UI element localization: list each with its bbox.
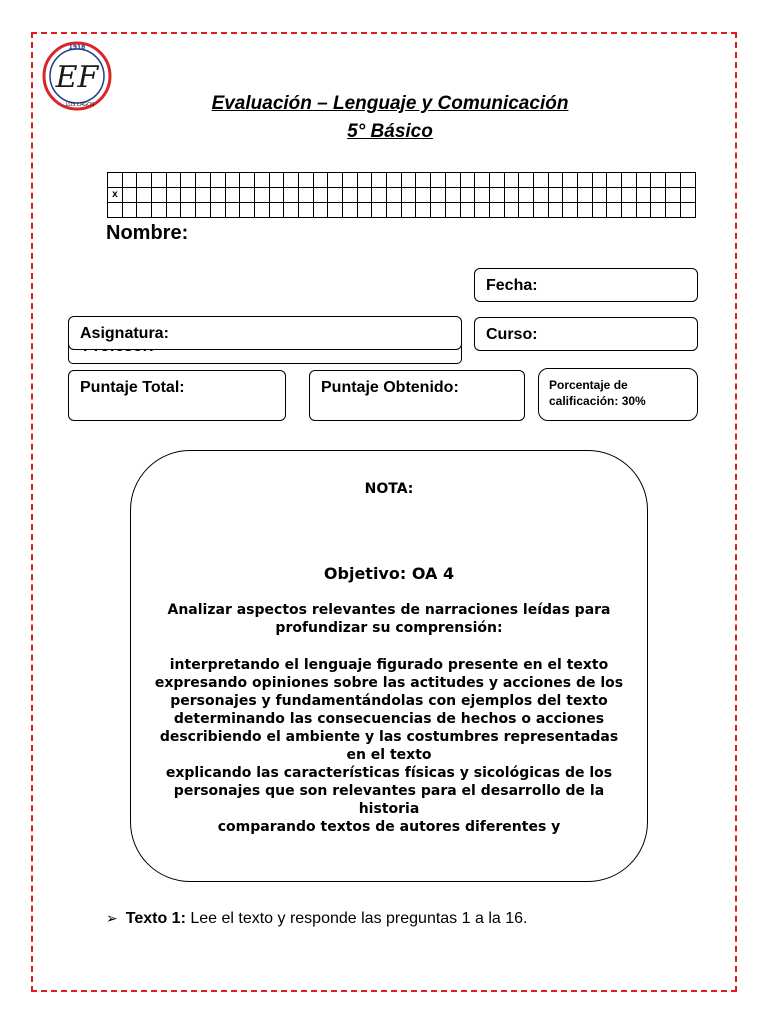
grid-cell — [519, 173, 534, 188]
objective-item: comparando textos de autores diferentes y — [217, 819, 561, 835]
grid-cell — [137, 203, 152, 218]
grid-cell — [225, 203, 240, 218]
grid-cell — [578, 173, 593, 188]
grid-cell — [460, 203, 475, 218]
grid-cell — [298, 203, 313, 218]
grid-cell — [533, 203, 548, 218]
porcentaje-field[interactable] — [538, 368, 698, 421]
objective-item: expresando opiniones sobre las actitudes y acciones de los personajes y fundamentándolas con ejemplos del texto — [154, 675, 624, 709]
grid-cell — [269, 203, 284, 218]
grid-cell — [416, 173, 431, 188]
grid-cell — [401, 188, 416, 203]
arrow-bullet-icon: ➢ — [106, 910, 118, 926]
puntaje-obtenido-field[interactable] — [309, 370, 525, 421]
grid-cell — [240, 188, 255, 203]
logo-year: 1918 — [68, 44, 86, 51]
grid-cell — [489, 173, 504, 188]
grid-cell — [504, 203, 519, 218]
page-title: Evaluación – Lenguaje y Comunicación — [211, 93, 569, 114]
grid-cell — [431, 203, 446, 218]
grid-cell — [372, 203, 387, 218]
grid-cell: x — [108, 188, 123, 203]
grid-cell — [298, 173, 313, 188]
grid-cell — [122, 203, 137, 218]
grid-cell — [196, 188, 211, 203]
grid-cell — [210, 173, 225, 188]
porcentaje-label-line1: Porcentaje de — [549, 378, 628, 392]
grid-cell — [313, 203, 328, 218]
grid-cell — [416, 188, 431, 203]
objective-list — [149, 656, 629, 836]
grid-cell — [504, 188, 519, 203]
grid-cell — [680, 203, 695, 218]
grid-cell — [372, 188, 387, 203]
grid-cell — [284, 188, 299, 203]
nombre-label: Nombre: — [106, 222, 189, 244]
grid-cell — [607, 173, 622, 188]
grid-cell — [592, 203, 607, 218]
grid-cell — [108, 203, 123, 218]
grid-cell — [254, 173, 269, 188]
grid-cell — [387, 203, 402, 218]
grid-cell — [240, 173, 255, 188]
grid-cell — [563, 173, 578, 188]
grid-cell — [592, 173, 607, 188]
grid-cell — [475, 203, 490, 218]
grid-cell — [592, 188, 607, 203]
grid-cell — [636, 203, 651, 218]
grid-cell — [651, 173, 666, 188]
grid-cell — [108, 173, 123, 188]
grid-cell — [475, 188, 490, 203]
grid-row — [108, 203, 696, 218]
grid-cell — [401, 173, 416, 188]
grid-cell — [284, 173, 299, 188]
grid-cell — [181, 173, 196, 188]
grid-cell — [548, 203, 563, 218]
puntaje-obtenido-label: Puntaje Obtenido: — [321, 379, 459, 396]
texto-label: Texto 1: — [125, 910, 186, 927]
grid-cell — [181, 188, 196, 203]
grid-cell — [152, 173, 167, 188]
grid-cell — [196, 203, 211, 218]
objective-item: interpretando el lenguaje figurado presente en el texto — [169, 657, 609, 673]
rut-grid — [107, 172, 696, 218]
puntaje-total-field[interactable] — [68, 370, 286, 421]
grid-cell — [254, 188, 269, 203]
texto-text: Lee el texto y responde las preguntas 1 a la 16. — [185, 910, 528, 927]
curso-label: Curso: — [486, 326, 538, 343]
grid-cell — [431, 173, 446, 188]
grid-cell — [622, 188, 637, 203]
grid-cell — [328, 173, 343, 188]
grid-cell — [372, 173, 387, 188]
grid-cell — [166, 188, 181, 203]
grid-cell — [519, 188, 534, 203]
grid-cell — [563, 203, 578, 218]
grid-cell — [666, 203, 681, 218]
grid-cell — [636, 173, 651, 188]
grid-cell — [387, 188, 402, 203]
grid-cell — [240, 203, 255, 218]
grid-cell — [152, 188, 167, 203]
asignatura-label: Asignatura: — [80, 325, 169, 342]
grid-cell — [357, 188, 372, 203]
grid-cell — [313, 173, 328, 188]
grid-cell — [210, 203, 225, 218]
grid-cell — [445, 203, 460, 218]
grid-cell — [225, 173, 240, 188]
grid-cell — [431, 188, 446, 203]
grid-cell — [489, 203, 504, 218]
grid-cell — [357, 203, 372, 218]
objective-item: determinando las consecuencias de hechos o acciones — [173, 711, 605, 727]
grid-cell — [504, 173, 519, 188]
logo-place: LOS LAGOS — [65, 102, 95, 108]
porcentaje-label-line2: calificación: 30% — [549, 394, 646, 408]
school-logo — [42, 40, 112, 112]
fecha-field[interactable] — [474, 268, 698, 302]
grid-cell — [578, 203, 593, 218]
grid-cell — [445, 173, 460, 188]
puntaje-total-label: Puntaje Total: — [80, 379, 185, 396]
grid-cell — [578, 188, 593, 203]
grid-cell — [666, 173, 681, 188]
grid-cell — [548, 173, 563, 188]
grid-cell — [210, 188, 225, 203]
grid-cell — [298, 188, 313, 203]
grid-cell — [122, 173, 137, 188]
grid-cell — [416, 203, 431, 218]
grid-cell — [122, 188, 137, 203]
grid-cell — [254, 203, 269, 218]
grid-cell — [137, 188, 152, 203]
grid-cell — [196, 173, 211, 188]
objective-item: describiendo el ambiente y las costumbres representadas en el texto — [159, 729, 619, 763]
grid-cell — [181, 203, 196, 218]
grid-cell — [622, 173, 637, 188]
objective-title: Objetivo: OA 4 — [323, 564, 455, 583]
asignatura-field[interactable] — [68, 316, 462, 350]
grid-cell — [489, 188, 504, 203]
grid-cell — [152, 203, 167, 218]
grid-cell — [636, 188, 651, 203]
curso-field[interactable] — [474, 317, 698, 351]
grid-cell — [666, 188, 681, 203]
grid-cell — [387, 173, 402, 188]
fecha-label: Fecha: — [486, 277, 538, 294]
grid-cell — [357, 173, 372, 188]
grid-cell — [401, 203, 416, 218]
grid-cell — [680, 188, 695, 203]
grid-cell — [563, 188, 578, 203]
grid-cell — [607, 203, 622, 218]
grid-cell — [548, 188, 563, 203]
grid-cell — [622, 203, 637, 218]
grid-cell — [533, 173, 548, 188]
grid-cell — [651, 188, 666, 203]
grid-cell — [328, 188, 343, 203]
grid-cell — [680, 173, 695, 188]
grid-cell — [343, 173, 358, 188]
grid-cell — [166, 173, 181, 188]
grid-cell — [445, 188, 460, 203]
grid-cell — [328, 203, 343, 218]
grid-cell — [269, 188, 284, 203]
grid-cell — [607, 188, 622, 203]
objective-item: explicando las características físicas y sicológicas de los personajes que son relevantes para el desarrollo de la historia — [165, 765, 613, 817]
logo-initials: EF — [55, 60, 99, 95]
grid-cell — [137, 173, 152, 188]
objective-intro: Analizar aspectos relevantes de narraciones leídas para profundizar su comprensión: — [167, 602, 611, 636]
grid-cell — [343, 188, 358, 203]
grid-cell — [475, 173, 490, 188]
grid-cell — [533, 188, 548, 203]
texto-instruction — [106, 910, 527, 928]
nota-label: NOTA: — [364, 481, 414, 497]
objective-box — [130, 450, 648, 882]
grid-cell — [284, 203, 299, 218]
grid-cell — [460, 188, 475, 203]
grid-cell — [225, 188, 240, 203]
grid-cell — [269, 173, 284, 188]
grid-row — [108, 173, 696, 188]
grid-cell — [460, 173, 475, 188]
grid-cell — [166, 203, 181, 218]
grid-cell — [343, 203, 358, 218]
grid-cell — [651, 203, 666, 218]
grid-cell — [519, 203, 534, 218]
grid-cell — [313, 188, 328, 203]
page-subtitle: 5° Básico — [347, 121, 433, 142]
grid-row — [108, 188, 696, 203]
